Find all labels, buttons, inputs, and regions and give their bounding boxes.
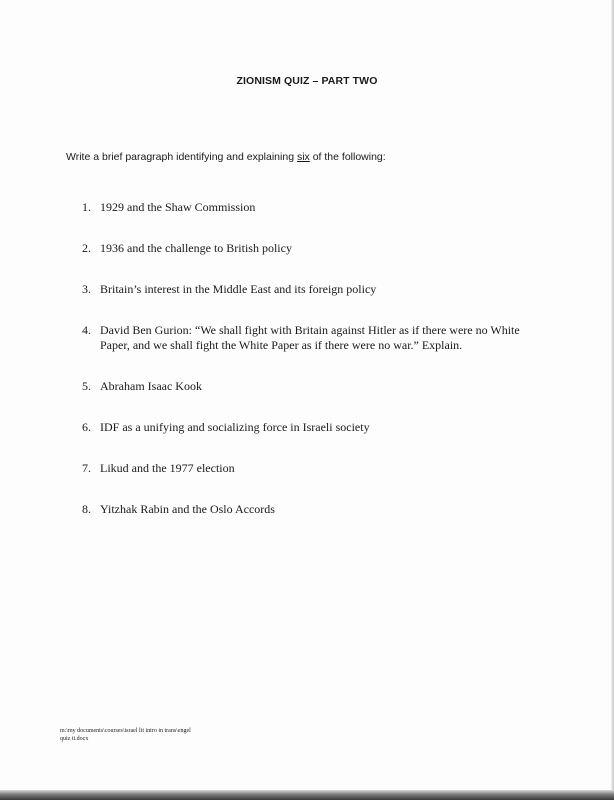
question-number: 5. bbox=[82, 379, 91, 393]
question-text: 1929 and the Shaw Commission bbox=[100, 200, 256, 214]
question-item-3 bbox=[82, 282, 552, 297]
question-item-1 bbox=[82, 200, 552, 215]
question-text: Britain’s interest in the Middle East and its foreign policy bbox=[100, 282, 377, 296]
question-number: 1. bbox=[82, 200, 91, 214]
instructions bbox=[66, 151, 386, 163]
question-item-8 bbox=[82, 502, 552, 517]
question-text: Abraham Isaac Kook bbox=[100, 379, 202, 393]
question-number: 8. bbox=[82, 502, 91, 516]
file-path-footer bbox=[60, 727, 191, 743]
question-number: 4. bbox=[82, 323, 91, 337]
footer-path: m:\my documents\courses\israel lit intro in trans\engel bbox=[60, 728, 191, 734]
question-number: 3. bbox=[82, 282, 91, 296]
question-item-7 bbox=[82, 461, 552, 476]
instructions-after: of the following: bbox=[309, 151, 386, 163]
question-list bbox=[82, 200, 552, 543]
instructions-emphasis: six bbox=[296, 151, 310, 163]
question-text: Likud and the 1977 election bbox=[100, 461, 235, 475]
scan-bottom-edge bbox=[0, 790, 614, 800]
question-text: David Ben Gurion: “We shall fight with Britain against Hitler as if there were no White Paper, and we shall fight the White Paper as if there were no war.” Explain. bbox=[100, 323, 520, 352]
page-title: ZIONISM QUIZ – PART TWO bbox=[236, 75, 378, 87]
question-text: IDF as a unifying and socializing force in Israeli society bbox=[100, 420, 370, 434]
question-item-5 bbox=[82, 379, 552, 394]
question-number: 2. bbox=[82, 241, 91, 255]
question-text: 1936 and the challenge to British policy bbox=[100, 241, 292, 255]
footer-filename: quiz ii.docx bbox=[60, 736, 89, 742]
question-item-2 bbox=[82, 241, 552, 256]
question-item-4 bbox=[82, 323, 552, 353]
instructions-before: Write a brief paragraph identifying and explaining bbox=[66, 151, 297, 163]
question-item-6 bbox=[82, 420, 552, 435]
question-number: 6. bbox=[82, 420, 91, 434]
question-number: 7. bbox=[82, 461, 91, 475]
question-text: Yitzhak Rabin and the Oslo Accords bbox=[100, 502, 275, 516]
